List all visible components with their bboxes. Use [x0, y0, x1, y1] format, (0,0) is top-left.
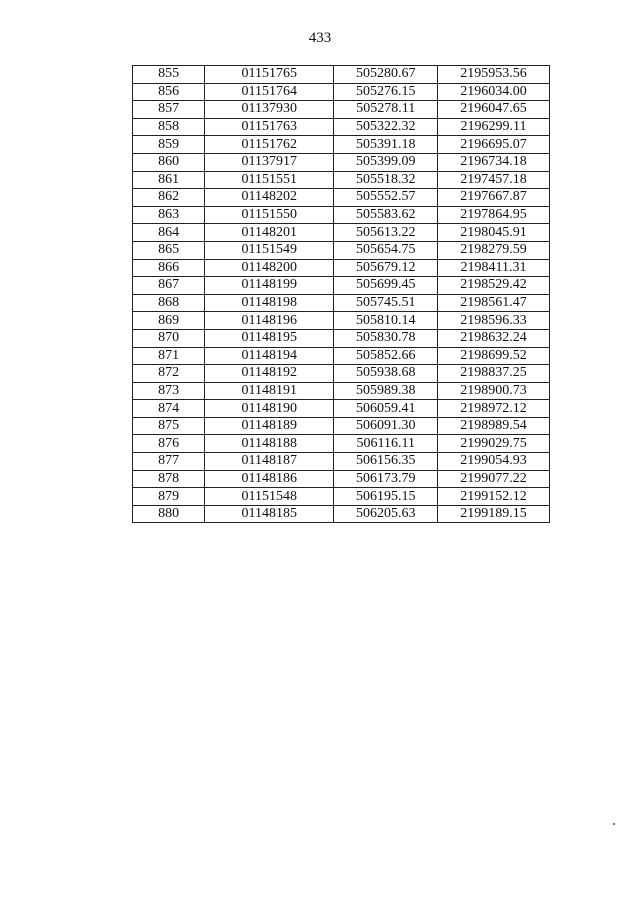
code-cell: 01148194 [205, 347, 334, 365]
y-coordinate-cell: 2197457.18 [438, 171, 550, 189]
x-coordinate-cell: 506059.41 [334, 400, 438, 418]
table-row [133, 488, 550, 506]
x-coordinate-cell: 505938.68 [334, 365, 438, 383]
code-cell: 01151762 [205, 136, 334, 154]
row-index-cell: 871 [133, 347, 205, 365]
x-coordinate-cell: 505399.09 [334, 153, 438, 171]
code-cell: 01151764 [205, 83, 334, 101]
y-coordinate-cell: 2198411.31 [438, 259, 550, 277]
table-body [133, 66, 550, 523]
code-cell: 01148196 [205, 312, 334, 330]
row-index-cell: 866 [133, 259, 205, 277]
x-coordinate-cell: 505830.78 [334, 329, 438, 347]
table-row [133, 417, 550, 435]
y-coordinate-cell: 2198989.54 [438, 417, 550, 435]
scan-speck [613, 823, 615, 825]
table-row [133, 171, 550, 189]
code-cell: 01151550 [205, 206, 334, 224]
code-cell: 01148188 [205, 435, 334, 453]
table-row [133, 400, 550, 418]
y-coordinate-cell: 2198561.47 [438, 294, 550, 312]
x-coordinate-cell: 505276.15 [334, 83, 438, 101]
row-index-cell: 874 [133, 400, 205, 418]
code-cell: 01151763 [205, 118, 334, 136]
y-coordinate-cell: 2196695.07 [438, 136, 550, 154]
row-index-cell: 875 [133, 417, 205, 435]
x-coordinate-cell: 505852.66 [334, 347, 438, 365]
table-row [133, 66, 550, 84]
y-coordinate-cell: 2198632.24 [438, 329, 550, 347]
table-row [133, 277, 550, 295]
code-cell: 01151548 [205, 488, 334, 506]
code-cell: 01148186 [205, 470, 334, 488]
table-row [133, 136, 550, 154]
y-coordinate-cell: 2198279.59 [438, 241, 550, 259]
code-cell: 01148189 [205, 417, 334, 435]
y-coordinate-cell: 2198596.33 [438, 312, 550, 330]
code-cell: 01151551 [205, 171, 334, 189]
table-row [133, 101, 550, 119]
row-index-cell: 855 [133, 66, 205, 84]
x-coordinate-cell: 505322.32 [334, 118, 438, 136]
code-cell: 01148199 [205, 277, 334, 295]
x-coordinate-cell: 505613.22 [334, 224, 438, 242]
y-coordinate-cell: 2199029.75 [438, 435, 550, 453]
row-index-cell: 869 [133, 312, 205, 330]
row-index-cell: 877 [133, 453, 205, 471]
y-coordinate-cell: 2195953.56 [438, 66, 550, 84]
x-coordinate-cell: 506173.79 [334, 470, 438, 488]
row-index-cell: 872 [133, 365, 205, 383]
table-row [133, 453, 550, 471]
table-row [133, 153, 550, 171]
y-coordinate-cell: 2198900.73 [438, 382, 550, 400]
table-row [133, 382, 550, 400]
row-index-cell: 857 [133, 101, 205, 119]
table-row [133, 224, 550, 242]
x-coordinate-cell: 506195.15 [334, 488, 438, 506]
x-coordinate-cell: 505989.38 [334, 382, 438, 400]
table-row [133, 241, 550, 259]
y-coordinate-cell: 2197667.87 [438, 189, 550, 207]
table-row [133, 83, 550, 101]
x-coordinate-cell: 506091.30 [334, 417, 438, 435]
code-cell: 01148190 [205, 400, 334, 418]
y-coordinate-cell: 2199077.22 [438, 470, 550, 488]
y-coordinate-cell: 2199054.93 [438, 453, 550, 471]
y-coordinate-cell: 2198045.91 [438, 224, 550, 242]
row-index-cell: 880 [133, 505, 205, 523]
table-row [133, 118, 550, 136]
row-index-cell: 862 [133, 189, 205, 207]
y-coordinate-cell: 2196734.18 [438, 153, 550, 171]
x-coordinate-cell: 506205.63 [334, 505, 438, 523]
row-index-cell: 859 [133, 136, 205, 154]
row-index-cell: 864 [133, 224, 205, 242]
table-row [133, 206, 550, 224]
table-row [133, 347, 550, 365]
code-cell: 01148192 [205, 365, 334, 383]
x-coordinate-cell: 506116.11 [334, 435, 438, 453]
code-cell: 01148191 [205, 382, 334, 400]
code-cell: 01151765 [205, 66, 334, 84]
row-index-cell: 861 [133, 171, 205, 189]
y-coordinate-cell: 2198699.52 [438, 347, 550, 365]
table-row [133, 294, 550, 312]
code-cell: 01148200 [205, 259, 334, 277]
row-index-cell: 863 [133, 206, 205, 224]
y-coordinate-cell: 2198972.12 [438, 400, 550, 418]
code-cell: 01137930 [205, 101, 334, 119]
y-coordinate-cell: 2196299.11 [438, 118, 550, 136]
row-index-cell: 867 [133, 277, 205, 295]
table-row [133, 435, 550, 453]
code-cell: 01151549 [205, 241, 334, 259]
table-row [133, 470, 550, 488]
code-cell: 01148187 [205, 453, 334, 471]
x-coordinate-cell: 505391.18 [334, 136, 438, 154]
table-row [133, 259, 550, 277]
x-coordinate-cell: 505679.12 [334, 259, 438, 277]
row-index-cell: 856 [133, 83, 205, 101]
table-row [133, 329, 550, 347]
table-row [133, 189, 550, 207]
code-cell: 01148198 [205, 294, 334, 312]
row-index-cell: 860 [133, 153, 205, 171]
table-row [133, 505, 550, 523]
y-coordinate-cell: 2197864.95 [438, 206, 550, 224]
y-coordinate-cell: 2196034.00 [438, 83, 550, 101]
code-cell: 01148195 [205, 329, 334, 347]
row-index-cell: 870 [133, 329, 205, 347]
row-index-cell: 865 [133, 241, 205, 259]
code-cell: 01148202 [205, 189, 334, 207]
row-index-cell: 858 [133, 118, 205, 136]
row-index-cell: 878 [133, 470, 205, 488]
x-coordinate-cell: 505278.11 [334, 101, 438, 119]
y-coordinate-cell: 2198529.42 [438, 277, 550, 295]
x-coordinate-cell: 505699.45 [334, 277, 438, 295]
row-index-cell: 873 [133, 382, 205, 400]
coordinates-table [132, 65, 550, 523]
code-cell: 01137917 [205, 153, 334, 171]
x-coordinate-cell: 505518.32 [334, 171, 438, 189]
row-index-cell: 879 [133, 488, 205, 506]
y-coordinate-cell: 2199189.15 [438, 505, 550, 523]
x-coordinate-cell: 505552.57 [334, 189, 438, 207]
x-coordinate-cell: 505280.67 [334, 66, 438, 84]
row-index-cell: 868 [133, 294, 205, 312]
y-coordinate-cell: 2199152.12 [438, 488, 550, 506]
code-cell: 01148185 [205, 505, 334, 523]
x-coordinate-cell: 506156.35 [334, 453, 438, 471]
x-coordinate-cell: 505583.62 [334, 206, 438, 224]
table-row [133, 365, 550, 383]
x-coordinate-cell: 505654.75 [334, 241, 438, 259]
page-number: 433 [308, 30, 332, 46]
table-row [133, 312, 550, 330]
y-coordinate-cell: 2196047.65 [438, 101, 550, 119]
row-index-cell: 876 [133, 435, 205, 453]
y-coordinate-cell: 2198837.25 [438, 365, 550, 383]
code-cell: 01148201 [205, 224, 334, 242]
x-coordinate-cell: 505745.51 [334, 294, 438, 312]
x-coordinate-cell: 505810.14 [334, 312, 438, 330]
